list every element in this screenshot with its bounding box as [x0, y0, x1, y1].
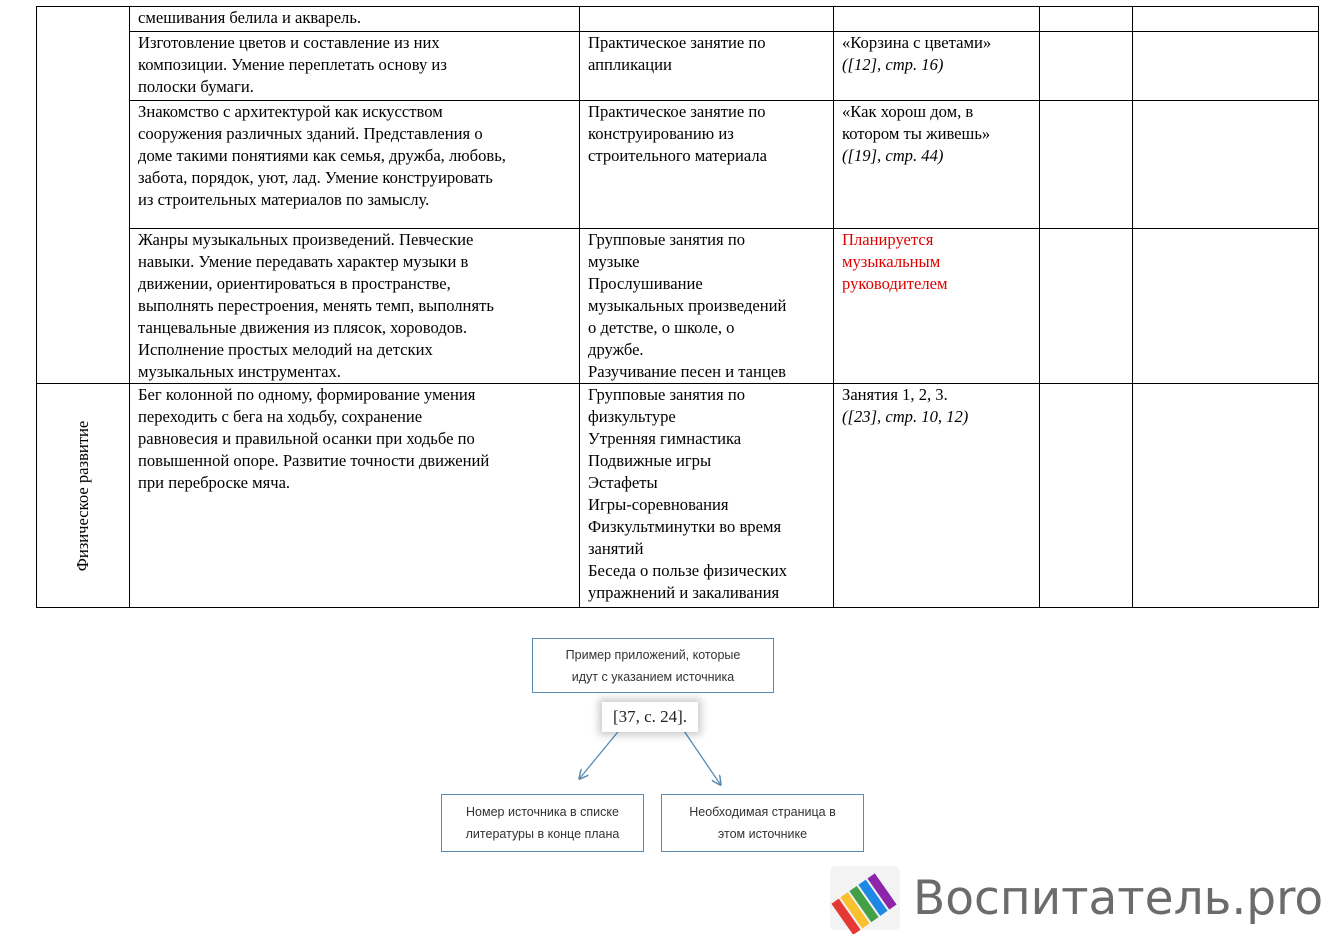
empty-cell	[1133, 384, 1319, 608]
text-line: Прослушивание	[588, 274, 703, 293]
text-line: аппликации	[588, 55, 672, 74]
text-line: Подвижные игры	[588, 451, 712, 470]
empty-cell	[1133, 101, 1319, 229]
text-line: музыкальным	[842, 252, 941, 271]
table-row	[37, 32, 1319, 101]
table-row	[37, 7, 1319, 32]
text-line: ([12], стр. 16)	[842, 55, 944, 74]
text-line: навыки. Умение передавать характер музыки в	[138, 252, 469, 271]
text-line: Физкультминутки во время	[588, 517, 782, 536]
text-line: забота, порядок, уют, лад. Умение конструировать	[138, 168, 493, 187]
text-line: Изготовление цветов и составление из них	[138, 33, 440, 52]
empty-cell	[1133, 229, 1319, 384]
text-line: физкультуре	[588, 407, 676, 426]
text-line: Утренняя гимнастика	[588, 429, 742, 448]
text-line: смешивания белила и акварель.	[138, 8, 362, 27]
empty-cell	[1040, 101, 1133, 229]
text-line: руководителем	[842, 274, 948, 293]
source-cell	[834, 32, 1040, 101]
text-line: котором ты живешь»	[842, 124, 991, 143]
text-line: Групповые занятия по	[588, 385, 746, 404]
content-cell	[130, 101, 580, 229]
text-line: Занятия 1, 2, 3.	[842, 385, 948, 404]
text-line: Групповые занятия по	[588, 230, 746, 249]
text-line: музыкальных инструментах.	[138, 362, 341, 381]
right-box	[661, 794, 864, 852]
table-row	[37, 229, 1319, 384]
text-line: повышенной опоре. Развитие точности движений	[138, 451, 490, 470]
text-line: о детстве, о школе, о	[588, 318, 735, 337]
text-line: Бег колонной по одному, формирование умения	[138, 385, 476, 404]
text-line: «Корзина с цветами»	[842, 33, 992, 52]
table-row	[37, 384, 1319, 608]
text-line: «Как хорош дом, в	[842, 102, 974, 121]
text-line: переходить с бега на ходьбу, сохранение	[138, 407, 423, 426]
forms-cell	[580, 101, 834, 229]
text-line: ([23], стр. 10, 12)	[842, 407, 969, 426]
area-cell	[37, 384, 130, 608]
text-line: этом источнике	[717, 827, 808, 841]
text-line: Планируется	[842, 230, 934, 249]
plan-table	[36, 6, 1319, 608]
text-line: Беседа о пользе физических	[588, 561, 788, 580]
text-line: Номер источника в списке	[466, 805, 619, 819]
text-line: дружбе.	[588, 340, 644, 359]
empty-cell	[1040, 229, 1133, 384]
source-cell	[834, 7, 1040, 32]
empty-cell	[1133, 7, 1319, 32]
text-line: строительного материала	[588, 146, 768, 165]
source-cell	[834, 229, 1040, 384]
text-line: Жанры музыкальных произведений. Певческие	[138, 230, 474, 249]
text-line: музыкальных произведений	[588, 296, 787, 315]
brand-name: Воспитатель.pro	[913, 871, 1324, 926]
text-line: Практическое занятие по	[588, 102, 766, 121]
text-line: занятий	[588, 539, 644, 558]
content-cell	[130, 384, 580, 608]
text-line: музыке	[588, 252, 640, 271]
text-line: Игры-соревнования	[588, 495, 729, 514]
source-cell	[834, 101, 1040, 229]
left-box	[441, 794, 644, 852]
text-line: Эстафеты	[588, 473, 658, 492]
forms-cell	[580, 7, 834, 32]
content-cell	[130, 7, 580, 32]
source-cell	[834, 384, 1040, 608]
text-line: Разучивание песен и танцев	[588, 362, 787, 381]
text-line: при переброске мяча.	[138, 473, 291, 492]
empty-cell	[1040, 7, 1133, 32]
pencils-logo-icon	[828, 862, 906, 934]
content-cell	[130, 32, 580, 101]
content-cell	[130, 229, 580, 384]
top-box	[532, 638, 774, 693]
brand-watermark	[828, 862, 1323, 937]
text-line: упражнений и закаливания	[588, 583, 780, 602]
empty-cell	[1040, 32, 1133, 101]
empty-cell	[1133, 32, 1319, 101]
text-line: полоски бумаги.	[138, 77, 254, 96]
text-line: композиции. Умение переплетать основу из	[138, 55, 447, 74]
area-label: Физическое развитие	[73, 420, 92, 571]
text-line: идут с указанием источника	[571, 670, 735, 684]
text-line: конструированию из	[588, 124, 734, 143]
forms-cell	[580, 229, 834, 384]
text-line: сооружения различных зданий. Представления о	[138, 124, 483, 143]
empty-cell	[1040, 384, 1133, 608]
text-line: Исполнение простых мелодий на детских	[138, 340, 433, 359]
text-line: выполнять перестроения, менять темп, выполнять	[138, 296, 494, 315]
text-line: доме такими понятиями как семья, дружба, любовь,	[138, 146, 506, 165]
text-line: танцевальные движения из плясок, хороводов.	[138, 318, 467, 337]
citation-diagram	[434, 632, 872, 858]
text-line: Знакомство с архитектурой как искусством	[138, 102, 443, 121]
text-line: Практическое занятие по	[588, 33, 766, 52]
text-line: движении, ориентироваться в пространстве,	[138, 274, 451, 293]
text-line: ([19], стр. 44)	[842, 146, 944, 165]
text-line: литературы в конце плана	[465, 827, 620, 841]
forms-cell	[580, 32, 834, 101]
table-row	[37, 101, 1319, 229]
forms-cell	[580, 384, 834, 608]
text-line: равновесия и правильной осанки при ходьбе по	[138, 429, 475, 448]
citation-example: [37, с. 24].	[602, 702, 698, 732]
text-line: из строительных материалов по замыслу.	[138, 190, 430, 209]
text-line: Пример приложений, которые	[565, 648, 741, 662]
text-line: Необходимая страница в	[689, 805, 836, 819]
area-cell	[37, 7, 130, 384]
